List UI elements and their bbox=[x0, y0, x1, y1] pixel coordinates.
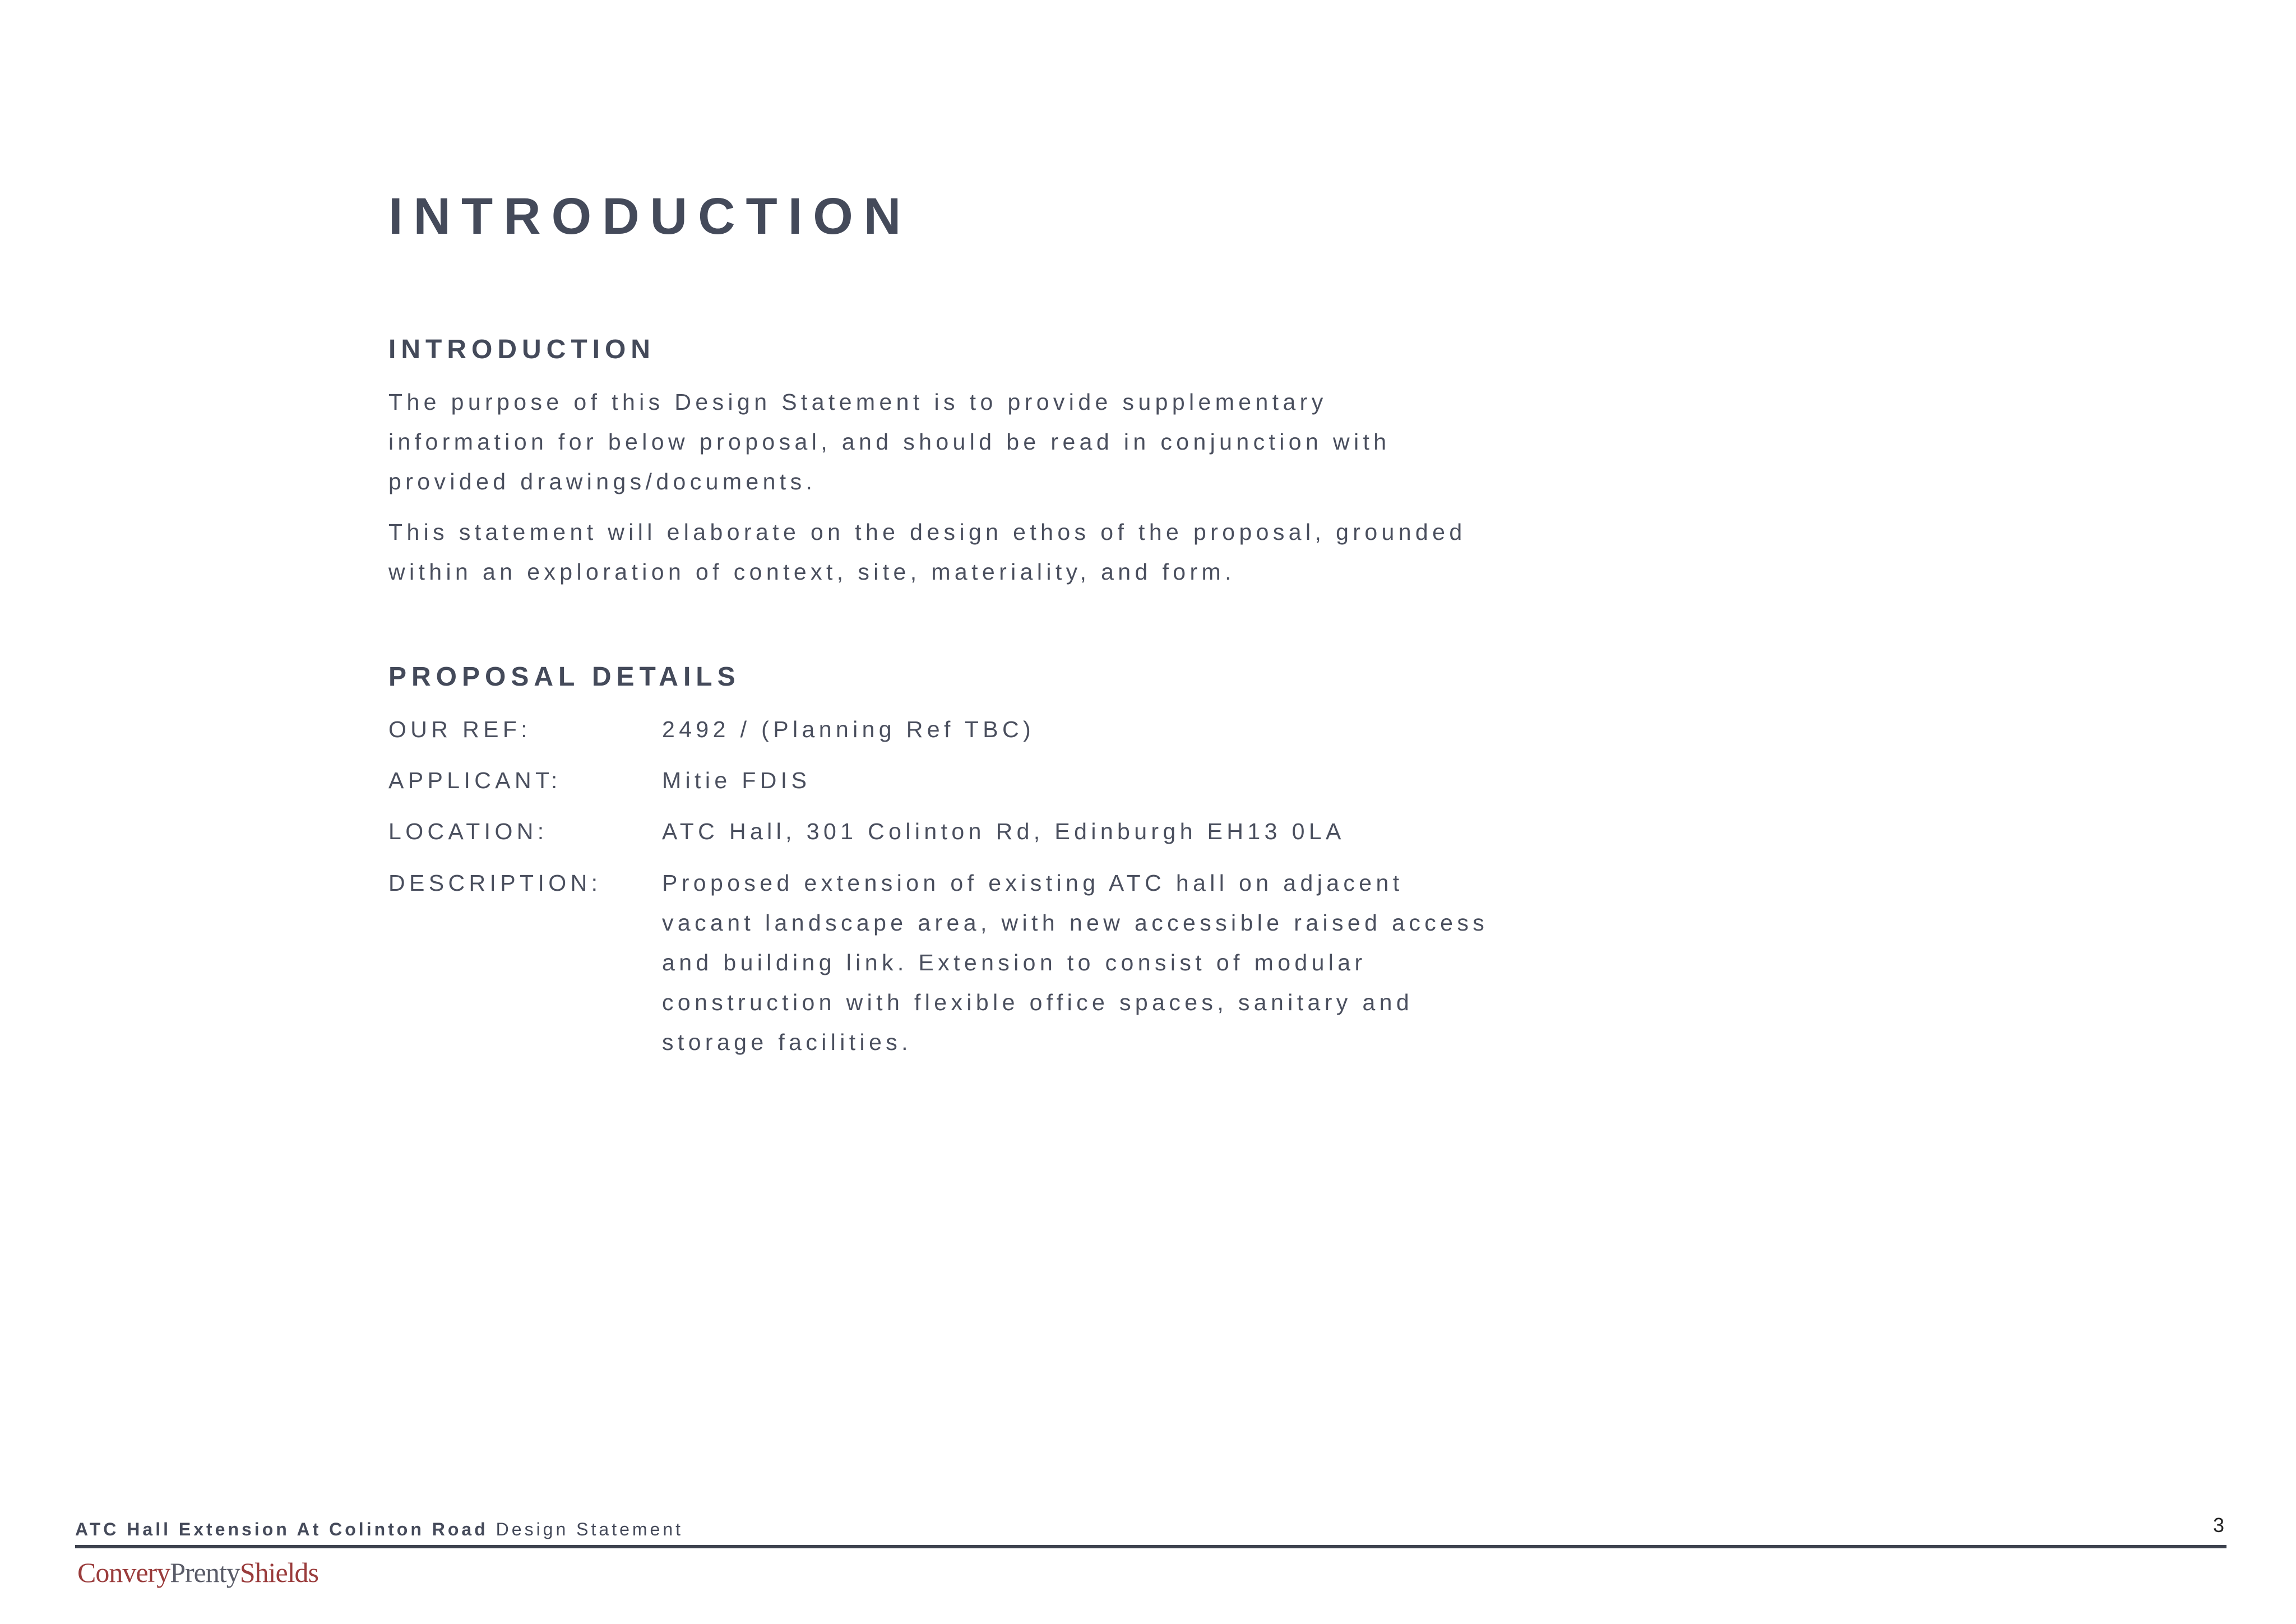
footer-project-title: ATC Hall Extension At Colinton Road bbox=[75, 1519, 488, 1539]
paragraph-line: provided drawings/documents. bbox=[388, 469, 817, 494]
proposal-details-heading: PROPOSAL DETAILS bbox=[388, 662, 740, 692]
page-title: INTRODUCTION bbox=[388, 188, 912, 245]
introduction-paragraph-1 bbox=[388, 382, 1543, 502]
paragraph-line: within an exploration of context, site, materiality, and form. bbox=[388, 559, 1235, 585]
page-number: 3 bbox=[2212, 1514, 2224, 1537]
footer-document-title bbox=[75, 1519, 683, 1540]
description-value bbox=[662, 863, 1488, 1062]
introduction-heading: INTRODUCTION bbox=[388, 335, 655, 364]
introduction-paragraph-2 bbox=[388, 512, 1543, 592]
location-value: ATC Hall, 301 Colinton Rd, Edinburgh EH13 0LA bbox=[662, 818, 1345, 844]
description-label: DESCRIPTION: bbox=[388, 870, 602, 896]
paragraph-line: The purpose of this Design Statement is to provide supplementary bbox=[388, 389, 1327, 415]
footer-document-type: Design Statement bbox=[496, 1519, 684, 1539]
description-line: construction with flexible office spaces, sanitary and bbox=[662, 989, 1414, 1015]
description-line: storage facilities. bbox=[662, 1029, 912, 1055]
footer-divider bbox=[75, 1545, 2226, 1548]
applicant-value: Mitie FDIS bbox=[662, 767, 811, 793]
description-line: vacant landscape area, with new accessible raised access bbox=[662, 910, 1489, 936]
logo-part-prenty: Prenty bbox=[170, 1557, 240, 1588]
applicant-label: APPLICANT: bbox=[388, 767, 562, 793]
description-line: Proposed extension of existing ATC hall on adjacent bbox=[662, 870, 1404, 896]
logo-part-convery: Convery bbox=[77, 1557, 170, 1588]
our-ref-value: 2492 / (Planning Ref TBC) bbox=[662, 716, 1035, 742]
description-line: and building link. Extension to consist of modular bbox=[662, 950, 1367, 975]
our-ref-label: OUR REF: bbox=[388, 716, 532, 742]
location-label: LOCATION: bbox=[388, 818, 548, 844]
company-logo bbox=[77, 1556, 318, 1589]
paragraph-line: This statement will elaborate on the design ethos of the proposal, grounded bbox=[388, 519, 1466, 545]
logo-part-shields: Shields bbox=[239, 1557, 318, 1588]
paragraph-line: information for below proposal, and should be read in conjunction with bbox=[388, 429, 1391, 455]
